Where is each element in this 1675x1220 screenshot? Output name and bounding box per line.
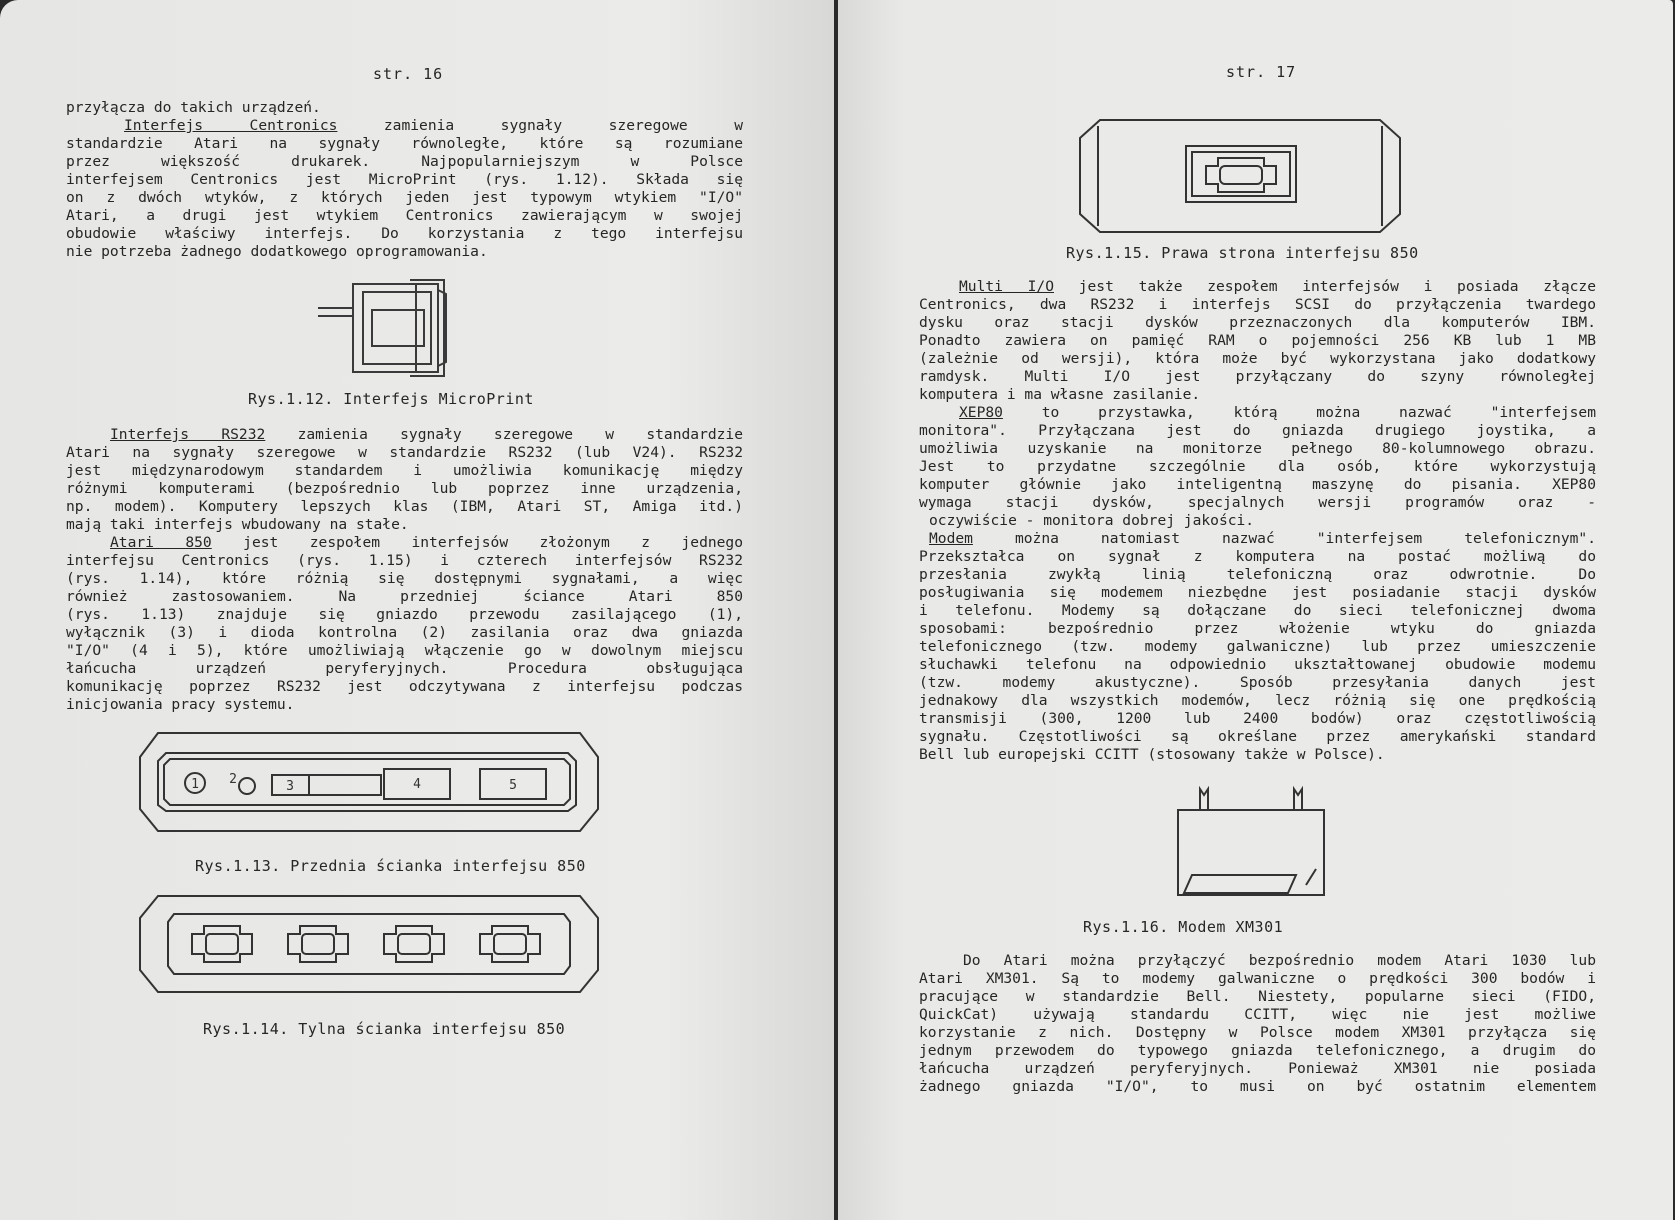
text-line: wyłącznik (3) i dioda kontrolna (2) zasilania oraz dwa gniazda bbox=[66, 624, 743, 641]
text-line: "I/O" (4 i 5), które umożliwiają włączenie go w dowolnym miejscu bbox=[66, 642, 743, 659]
text-line: ramdysk. Multi I/O jest przyłączany do szyny równoległej bbox=[919, 368, 1596, 385]
text-line: słuchawki telefonu na odpowiednio ukształtowanej obudowie modemu bbox=[919, 656, 1596, 673]
label-2: 2 bbox=[229, 772, 237, 787]
text-line: Multi I/O jest także zespołem interfejsów i posiada złącze bbox=[959, 278, 1596, 295]
text-line: żadnego gniazda "I/O", to musi on być ostatnim elementem bbox=[919, 1078, 1596, 1095]
left-page bbox=[0, 0, 834, 1220]
text-line: i telefonu. Modemy są dołączane do sieci telefonicznej dwoma bbox=[919, 602, 1596, 619]
text-line: sposobami: bezpośrednio przez włożenie wtyku do gniazda bbox=[919, 620, 1596, 637]
text-line: (tzw. modemy akustyczne). Sposób przesyłania danych jest bbox=[919, 674, 1596, 691]
text-line: Jest to przydatne szczególnie dla osób, które wykorzystują bbox=[919, 458, 1596, 475]
term-modem: Modem bbox=[929, 530, 973, 547]
text-line: Interfejs Centronics zamienia sygnały szeregowe w bbox=[124, 117, 743, 134]
text-line: wymaga stacji dysków, specjalnych wersji programów oraz - bbox=[919, 494, 1596, 511]
term-centronics: Interfejs Centronics bbox=[124, 117, 338, 134]
text-line: komputera i ma własne zasilanie. bbox=[919, 386, 1201, 403]
text-line: obudowie właściwy interfejs. Do korzystania z tego interfejsu bbox=[66, 225, 743, 242]
text-line: również zastosowaniem. Na przedniej ściance Atari 850 bbox=[66, 588, 743, 605]
multi-io-section bbox=[919, 278, 1596, 764]
text-line: transmisji (300, 1200 lub 2400 bodów) oraz częstotliwością bbox=[919, 710, 1596, 727]
rs232-section bbox=[66, 426, 743, 714]
text-line: komputer głównie jako inteligentną maszynę do pisania. XEP80 bbox=[919, 476, 1596, 493]
term-multi-io: Multi I/O bbox=[959, 278, 1054, 295]
label-3: 3 bbox=[286, 779, 294, 794]
text-line: łańcucha urządzeń peryferyjnych. Procedura obsługująca bbox=[66, 660, 743, 677]
text-line: QuickCat) używają standardu CCITT, więc nie jest możliwe bbox=[919, 1006, 1596, 1023]
back-panel-figure bbox=[140, 896, 600, 994]
figure-caption-1-15: Rys.1.15. Prawa strona interfejsu 850 bbox=[1066, 244, 1419, 262]
text-line: nie potrzeba żadnego dodatkowego oprogramowania. bbox=[66, 243, 488, 260]
text-line: (rys. 1.13) znajduje się gniazdo przewodu zasilającego (1), bbox=[66, 606, 743, 623]
text-line: jednym przewodem do typowego gniazda telefonicznego, a drugim do bbox=[919, 1042, 1596, 1059]
text-line: sygnału. Częstotliwości są określane przez amerykański standard bbox=[919, 728, 1596, 745]
text-line: Modem można natomiast nazwać "interfejsem telefonicznym". bbox=[929, 530, 1596, 547]
figure-caption-1-14: Rys.1.14. Tylna ścianka interfejsu 850 bbox=[203, 1020, 566, 1038]
text-line: Atari, a drugi jest wtykiem Centronics zawierającym w swojej bbox=[66, 207, 743, 224]
page-number-left: str. 16 bbox=[373, 65, 444, 83]
text-line: pracujące w standardzie Bell. Niestety, popularne sieci (FIDO, bbox=[919, 988, 1596, 1005]
label-4: 4 bbox=[413, 777, 421, 792]
text-line: interfejsem Centronics jest MicroPrint (rys. 1.12). Składa się bbox=[66, 171, 743, 188]
text-line: Atari XM301. Są to modemy galwaniczne o prędkości 300 bodów i bbox=[919, 970, 1596, 987]
label-5: 5 bbox=[509, 778, 517, 793]
text-line: Interfejs RS232 zamienia sygnały szeregowe w standardzie bbox=[110, 426, 744, 443]
figure-caption-1-12: Rys.1.12. Interfejs MicroPrint bbox=[248, 390, 534, 408]
text-line: przesłania zwykłą linią telefoniczną oraz odwrotnie. Do bbox=[919, 566, 1596, 583]
front-panel-figure bbox=[140, 733, 600, 833]
text-line: jest międzynarodowym standardem i umożliwia komunikację między bbox=[66, 462, 743, 479]
text-line: Atari na sygnały szeregowe w standardzie RS232 (lub V24). RS232 bbox=[66, 444, 743, 461]
text-line: Bell lub europejski CCITT (stosowany także w Polsce). bbox=[919, 746, 1385, 763]
centronics-section bbox=[66, 99, 743, 261]
text-line: komunikację poprzez RS232 jest odczytywana z interfejsu podczas bbox=[66, 678, 743, 695]
label-1: 1 bbox=[191, 777, 199, 792]
text-line: telefonicznego (tzw. modemy galwaniczne) lub przez umieszczenie bbox=[919, 638, 1596, 655]
text-line: jednakowy dla wszystkich modemów, lecz różnią się one prędkością bbox=[919, 692, 1596, 709]
text-line: inicjowania pracy systemu. bbox=[66, 696, 295, 713]
text-line: Przekształca on sygnał z komputera na postać możliwą do bbox=[919, 548, 1596, 565]
text-line: oczywiście - monitora dobrej jakości. bbox=[929, 512, 1255, 529]
atari-modem-section bbox=[919, 952, 1596, 1096]
page-number-right: str. 17 bbox=[1226, 63, 1297, 81]
modem-figure bbox=[1176, 785, 1336, 900]
text-line: monitora". Przyłączana jest do gniazda drugiego joystika, a bbox=[919, 422, 1596, 439]
text-line: XEP80 to przystawka, którą można nazwać "interfejsem bbox=[959, 404, 1596, 421]
text-line: mają taki interfejs wbudowany na stałe. bbox=[66, 516, 409, 533]
text-line: standardzie Atari na sygnały równoległe, które są rozumiane bbox=[66, 135, 743, 152]
text-line: Ponadto zawiera on pamięć RAM o pojemności 256 KB lub 1 MB bbox=[919, 332, 1596, 349]
text-line: korzystanie z nich. Dostępny w Polsce modem XM301 przyłącza się bbox=[919, 1024, 1596, 1041]
term-xep80: XEP80 bbox=[959, 404, 1003, 421]
text-line: Atari 850 jest zespołem interfejsów złożonym z jednego bbox=[110, 534, 743, 551]
term-atari-850: Atari 850 bbox=[110, 534, 212, 551]
text-line: Centronics, dwa RS232 i interfejs SCSI do przyłączenia twardego bbox=[919, 296, 1596, 313]
text-line: dysku oraz stacji dysków przeznaczonych dla komputerów IBM. bbox=[919, 314, 1596, 331]
text-line: on z dwóch wtyków, z których jeden jest typowym wtykiem "I/O" bbox=[66, 189, 743, 206]
figure-caption-1-13: Rys.1.13. Przednia ścianka interfejsu 850 bbox=[195, 857, 586, 875]
figure-caption-1-16: Rys.1.16. Modem XM301 bbox=[1083, 918, 1284, 936]
text-line: łańcucha urządzeń peryferyjnych. Ponieważ XM301 nie posiada bbox=[919, 1060, 1596, 1077]
text-line: (rys. 1.14), które różnią się dostępnymi sygnałami, a więc bbox=[66, 570, 743, 587]
text-line: np. modem). Komputery lepszych klas (IBM, Atari ST, Amiga itd.) bbox=[66, 498, 743, 515]
text-line: posługiwania się modemem niezbędne jest posiadanie stacji dysków bbox=[919, 584, 1596, 601]
term-rs232: Interfejs RS232 bbox=[110, 426, 266, 443]
text-line: (zależnie od wersji), która może być wykorzystana jako dodatkowy bbox=[919, 350, 1596, 367]
text-line: Do Atari można przyłączyć bezpośrednio modem Atari 1030 lub bbox=[963, 952, 1596, 969]
right-side-figure bbox=[1078, 120, 1403, 235]
text-line: umożliwia uzyskanie na monitorze pełnego 80-kolumnowego obrazu. bbox=[919, 440, 1596, 457]
text-line: przez większość drukarek. Najpopularniejszym w Polsce bbox=[66, 153, 743, 170]
right-page bbox=[838, 0, 1673, 1220]
text-line: różnymi komputerami (bezpośrednio lub poprzez inne urządzenia, bbox=[66, 480, 743, 497]
text-line: interfejsu Centronics (rys. 1.15) i czterech interfejsów RS232 bbox=[66, 552, 743, 569]
text-line: przyłącza do takich urządzeń. bbox=[66, 99, 321, 116]
microprint-figure bbox=[318, 280, 468, 380]
